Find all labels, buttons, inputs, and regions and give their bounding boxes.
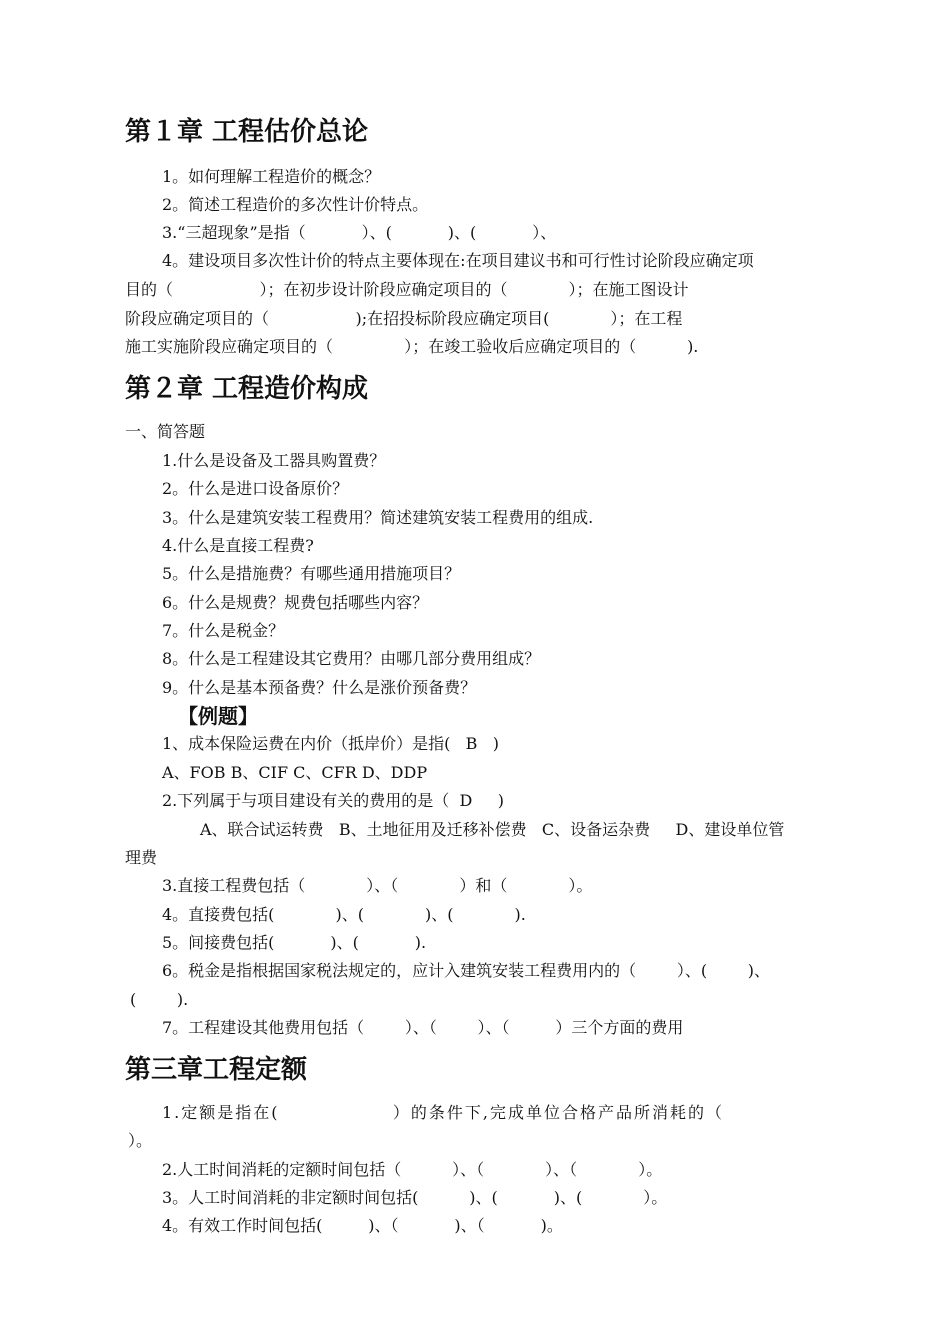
chapter-3-line: 1.定额是指在( ）的条件下,完成单位合格产品所消耗的（: [162, 1103, 724, 1122]
example-item: 3.直接工程费包括（ ）、（ ）和（ ）。: [162, 876, 593, 895]
question-item: 5。什么是措施费？有哪些通用措施项目？: [162, 564, 461, 583]
chapter-1-line: 3.“三超现象”是指（ ）、( )、( ）、: [162, 223, 557, 242]
example-item: 4。直接费包括( )、( )、( ).: [162, 905, 526, 924]
example-item: A、联合试运转费 B、土地征用及迁移补偿费 C、设备运杂费 D、建设单位管: [200, 820, 785, 839]
question-item: 4.什么是直接工程费?: [162, 536, 314, 555]
chapter-1-line: 2。简述工程造价的多次性计价特点。: [162, 195, 429, 214]
example-title: 【例题】: [178, 704, 258, 728]
chapter-1-title: 第１章 工程估价总论: [125, 117, 369, 147]
chapter-1-line: 施工实施阶段应确定项目的（ ）；在竣工验收后应确定项目的（ ).: [125, 337, 699, 356]
chapter-3-line: 4。有效工作时间包括( )、（ )、（ )。: [162, 1216, 563, 1235]
example-item: 2.下列属于与项目建设有关的费用的是（ D ): [162, 791, 504, 810]
question-item: 1.什么是设备及工器具购置费？: [162, 451, 386, 470]
chapter-1-line: 阶段应确定项目的（ );在招投标阶段应确定项目( ）；在工程: [125, 309, 683, 328]
example-item: 1、成本保险运费在内价（抵岸价）是指( B ): [162, 734, 499, 753]
question-item: 8。什么是工程建设其它费用？由哪几部分费用组成？: [162, 649, 541, 668]
section-title: 一、简答题: [125, 422, 206, 441]
chapter-2-title: 第２章 工程造价构成: [125, 374, 369, 404]
example-item: ( ).: [130, 990, 189, 1009]
question-item: 3。什么是建筑安装工程费用？简述建筑安装工程费用的组成.: [162, 508, 594, 527]
chapter-1-line: 4。建设项目多次性计价的特点主要体现在:在项目建议书和可行性讨论阶段应确定项: [162, 251, 754, 270]
chapter-1-line: 1。如何理解工程造价的概念？: [162, 167, 381, 186]
example-item: 7。工程建设其他费用包括（ ）、（ ）、（ ）三个方面的费用: [162, 1018, 684, 1037]
question-item: 9。什么是基本预备费？什么是涨价预备费？: [162, 678, 477, 697]
question-item: 7。什么是税金？: [162, 621, 285, 640]
example-item: 6。税金是指根据国家税法规定的，应计入建筑安装工程费用内的（ ）、( )、: [162, 961, 771, 980]
chapter-3-title: 第三章工程定额: [125, 1055, 308, 1085]
example-item: A、FOB B、CIF C、CFR D、DDP: [162, 763, 428, 782]
chapter-3-line: ）。: [128, 1131, 153, 1150]
question-item: 6。什么是规费？规费包括哪些内容？: [162, 593, 429, 612]
chapter-1-line: 目的（ ）；在初步设计阶段应确定项目的（ ）；在施工图设计: [125, 280, 689, 299]
example-item: 理费: [125, 848, 158, 867]
chapter-3-line: 2.人工时间消耗的定额时间包括（ ）、（ ）、（ ）。: [162, 1160, 663, 1179]
question-item: 2。什么是进口设备原价？: [162, 479, 349, 498]
example-item: 5。间接费包括( )、( ).: [162, 933, 427, 952]
chapter-3-line: 3。人工时间消耗的非定额时间包括( )、( )、( ）。: [162, 1188, 668, 1207]
